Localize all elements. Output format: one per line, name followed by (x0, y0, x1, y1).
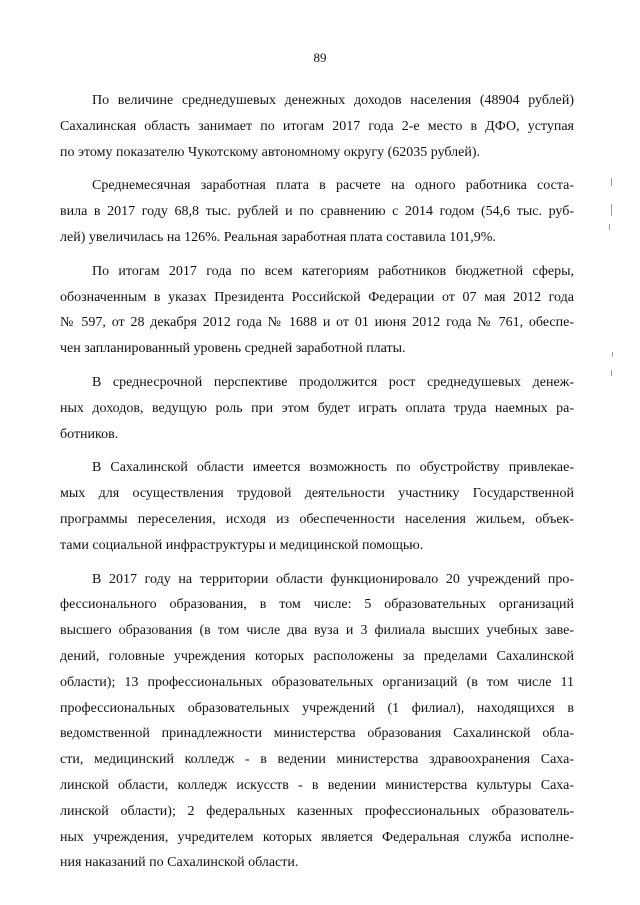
text-line: обозначенным в указах Президента Российской Федерации от 07 мая 2012 года (60, 289, 574, 305)
text-line: линской области); 2 федеральных казенных профессиональных образователь- (60, 803, 574, 819)
text-line: программы переселения, исходя из обеспеченности населения жильем, объек- (60, 511, 574, 527)
text-line: линской области, колледж искусств - в ведении министерства культуры Саха- (60, 777, 574, 793)
text-line: № 597, от 28 декабря 2012 года № 1688 и от 01 июня 2012 года № 761, обеспе- (60, 315, 574, 331)
text-line: По величине среднедушевых денежных доходов населения (48904 рублей) (92, 93, 574, 108)
text-line: по этому показателю Чукотскому автономному округу (62035 рублей). (60, 144, 481, 160)
text-line: В 2017 году на территории области функционировало 20 учреждений про- (92, 571, 574, 587)
text-line: тами социальной инфраструктуры и медицинской помощью. (60, 537, 424, 553)
paragraph (60, 370, 574, 447)
text-line: сти, медицинский колледж - в ведении министерства здравоохранения Саха- (60, 752, 574, 768)
text-line: фессионального образования, в том числе: 5 образовательных организаций (60, 597, 574, 613)
text-line: ных доходов, ведущую роль при этом будет играть оплата труда наемных ра- (60, 400, 574, 416)
scan-artifact (611, 204, 612, 216)
scan-artifact (609, 224, 610, 230)
scan-artifact (611, 178, 612, 186)
text-line: мых для осуществления трудовой деятельности участнику Государственной (60, 486, 574, 502)
paragraph (60, 173, 574, 250)
text-line: профессиональных образовательных учреждений (1 филиал), находящихся в (60, 700, 574, 716)
paragraph (60, 455, 574, 558)
text-line: Сахалинская область занимает по итогам 2017 года 2-е место в ДФО, уступая (60, 118, 574, 134)
paragraph (60, 88, 574, 165)
text-line: чен запланированный уровень средней заработной платы. (60, 341, 406, 357)
body-text (60, 88, 574, 876)
text-line: вила в 2017 году 68,8 тыс. рублей и по сравнению с 2014 годом (54,6 тыс. руб- (60, 204, 574, 220)
scan-artifact (612, 352, 613, 357)
text-line: В Сахалинской области имеется возможность по обустройству привлекае- (92, 460, 574, 476)
text-line: Среднемесячная заработная плата в расчете на одного работника соста- (92, 178, 574, 194)
text-line: ведомственной принадлежности министерства образования Сахалинской обла- (60, 726, 574, 742)
paragraph (60, 259, 574, 362)
text-line: лей) увеличилась на 126%. Реальная заработная плата составила 101,9%. (60, 229, 496, 245)
text-line: ботников. (60, 426, 119, 442)
text-line: По итогам 2017 года по всем категориям работников бюджетной сферы, (92, 263, 574, 279)
text-line: высшего образования (в том числе два вуза и 3 филиала высших учебных заве- (60, 623, 574, 639)
page-number: 89 (313, 50, 327, 65)
paragraph (60, 567, 574, 877)
text-line: ния наказаний по Сахалинской области. (60, 855, 299, 871)
text-line: области); 13 профессиональных образовательных организаций (в том числе 11 (60, 674, 574, 690)
text-line: В среднесрочной перспективе продолжится рост среднедушевых денеж- (92, 374, 574, 390)
scan-artifact (611, 370, 612, 376)
text-line: ных учреждения, учредителем которых является Федеральная служба исполне- (60, 829, 574, 845)
text-line: дений, головные учреждения которых расположены за пределами Сахалинской (60, 648, 574, 664)
